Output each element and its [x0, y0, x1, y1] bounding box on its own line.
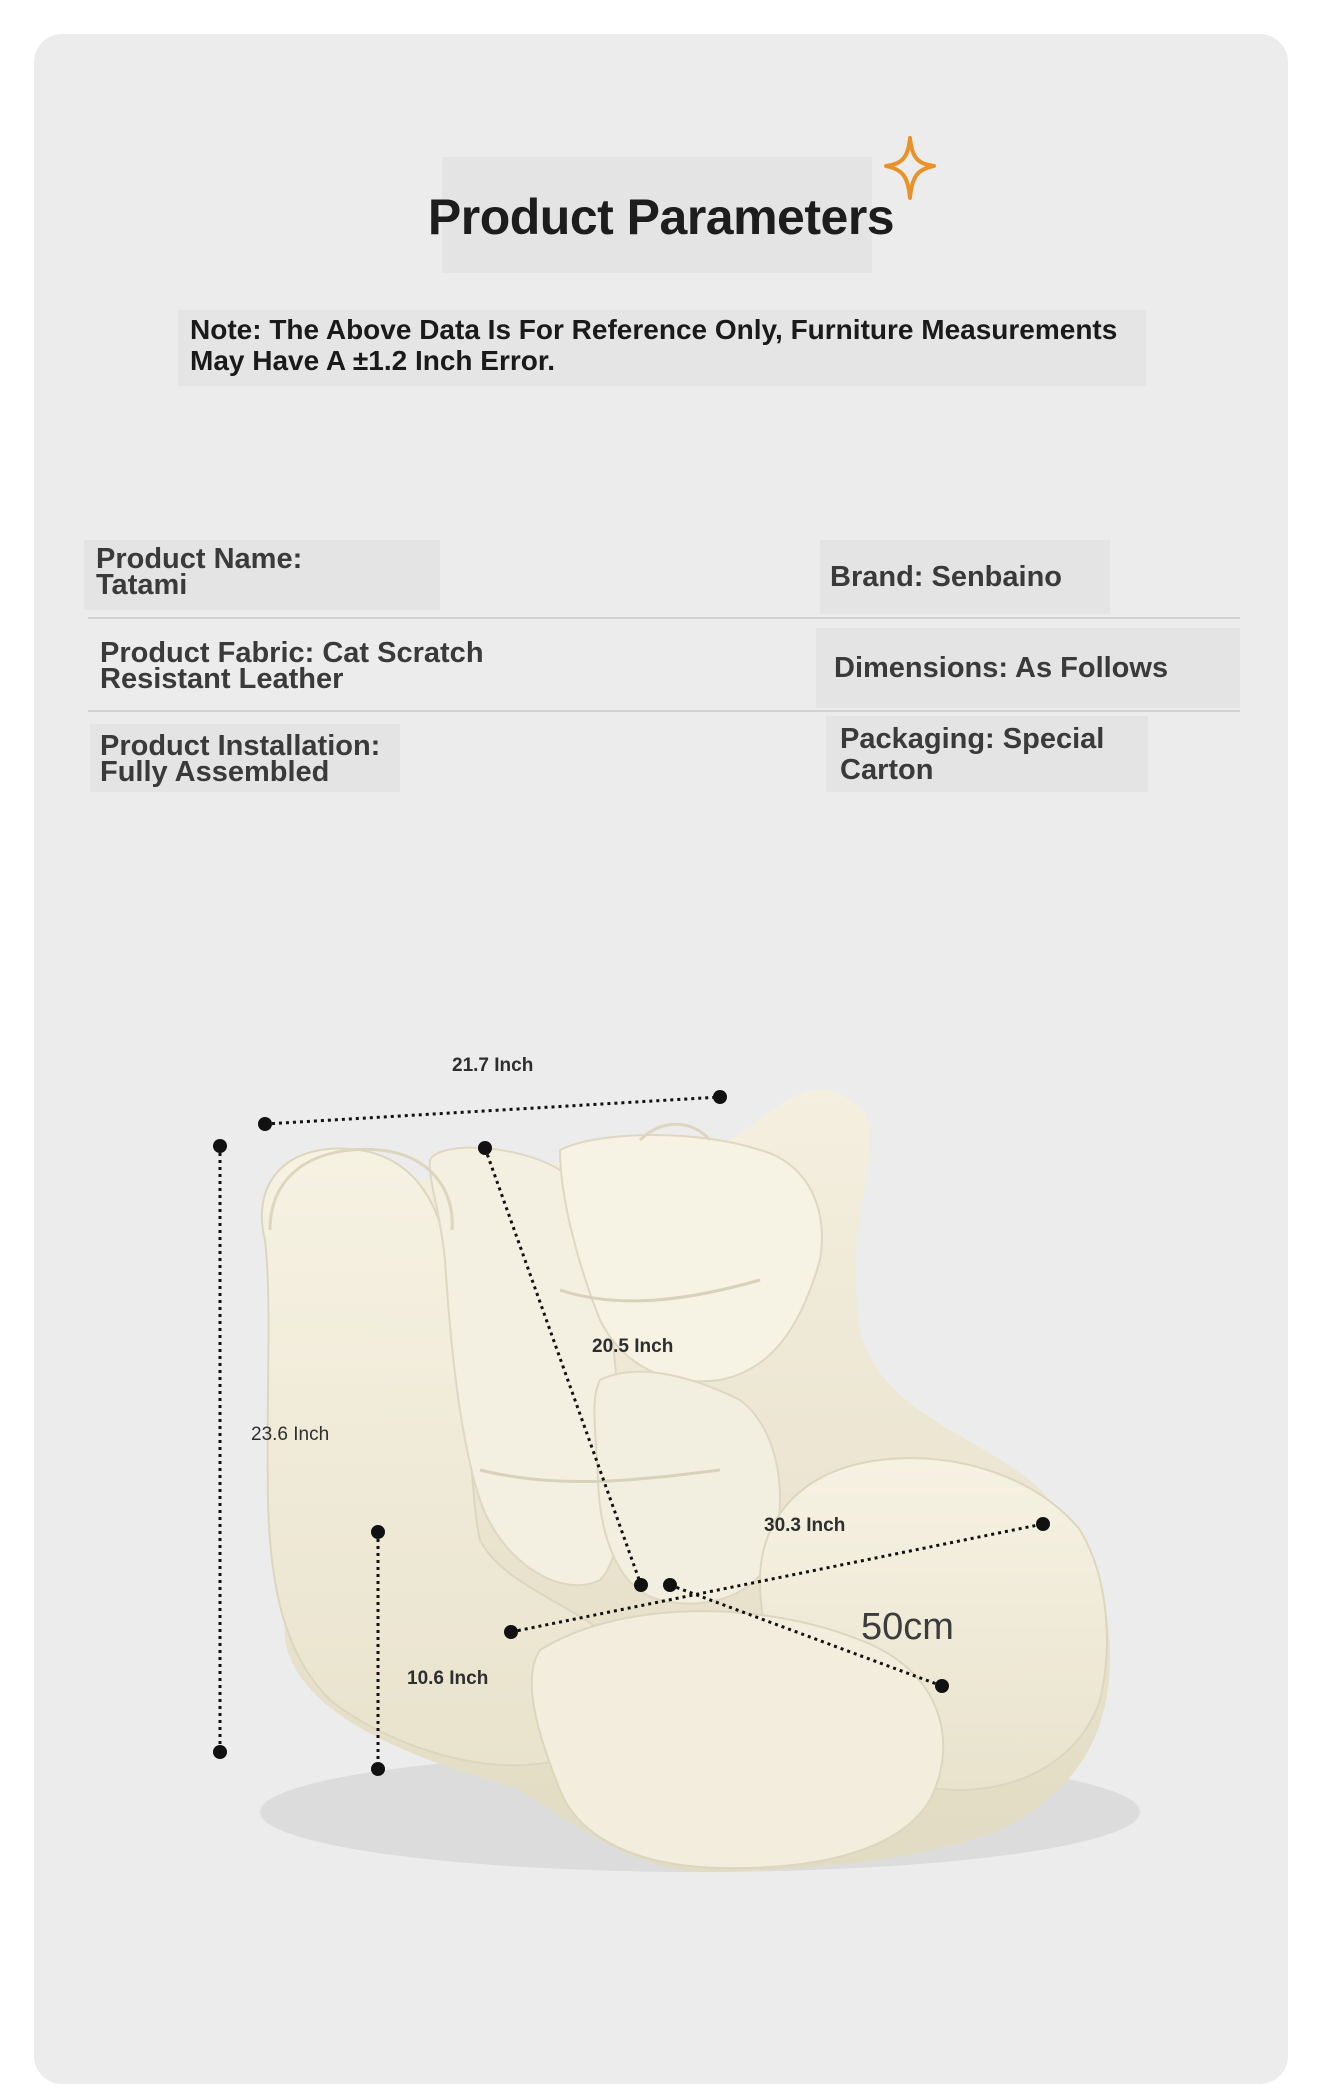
product-fabric: Product Fabric: Cat Scratch Resistant Leather	[100, 637, 484, 695]
width-label: 21.7 Inch	[452, 1055, 534, 1076]
measure-dot	[935, 1679, 949, 1693]
measure-dot	[663, 1578, 677, 1592]
measure-dot	[634, 1578, 648, 1592]
brand: Brand: Senbaino	[830, 561, 1063, 593]
measure-dot	[371, 1762, 385, 1776]
measure-dot	[213, 1745, 227, 1759]
disclaimer-note: Note: The Above Data Is For Reference Only, Furniture Measurements May Have A ±1.2 Inch Error.	[190, 314, 1118, 376]
product-installation: Product Installation: Fully Assembled	[100, 730, 381, 788]
measure-dot	[1036, 1517, 1050, 1531]
width-measure-line	[265, 1097, 720, 1124]
measure-dot	[713, 1090, 727, 1104]
dimensions: Dimensions: As Follows	[834, 652, 1169, 684]
height-label: 23.6 Inch	[251, 1424, 330, 1445]
backrest-label: 20.5 Inch	[592, 1336, 674, 1357]
product-name: Product Name: Tatami	[96, 543, 303, 601]
depth-label: 30.3 Inch	[764, 1515, 846, 1536]
armrest-label: 10.6 Inch	[407, 1668, 489, 1689]
measure-dot	[478, 1141, 492, 1155]
page-title: Product Parameters	[427, 189, 895, 245]
packaging: Packaging: Special Carton	[840, 723, 1105, 786]
seat-label: 50cm	[861, 1606, 954, 1648]
measure-dot	[258, 1117, 272, 1131]
measure-dot	[371, 1525, 385, 1539]
measure-dot	[504, 1625, 518, 1639]
measure-dot	[213, 1139, 227, 1153]
chair-illustration	[260, 1090, 1140, 1872]
